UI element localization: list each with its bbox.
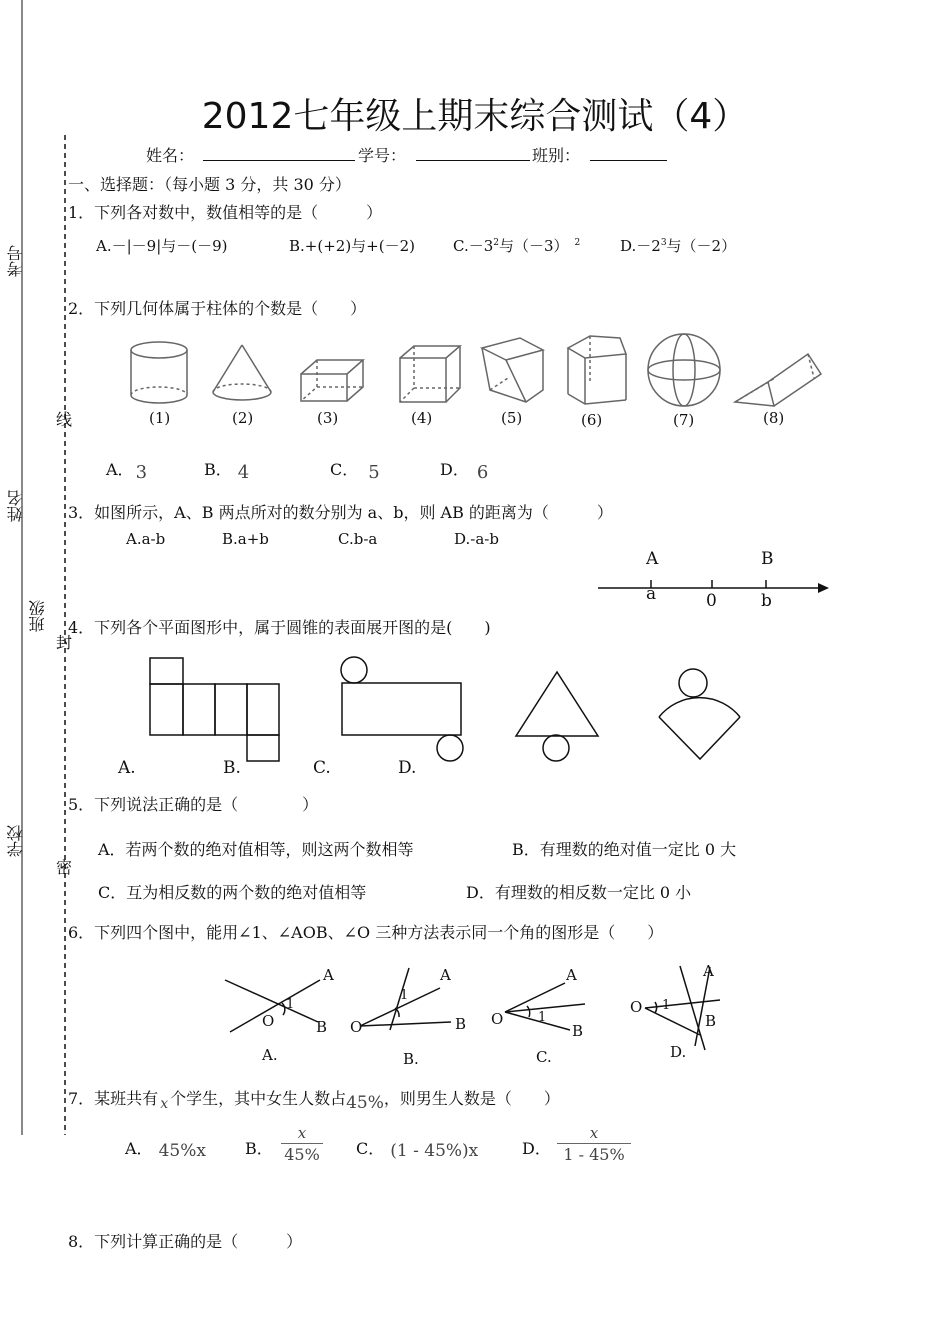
pentagonal-prism-shape [568,336,626,404]
class-label: 班别： [532,146,581,165]
q6-d-point-b: B [705,1012,717,1030]
q3-value-a: a [646,584,657,604]
q7-option-b-fraction: x 45% [281,1124,323,1164]
q6-c-angle-1: 1 [538,1010,547,1025]
seal-char-seal: 封 [56,633,73,652]
class-field-line [590,160,667,161]
q2-figure-label-4: (4) [411,409,433,427]
q3-point-b-upper: B [761,549,774,569]
student-no-field-line [416,160,530,161]
q6-a-point-b: B [316,1018,328,1036]
margin-name-label: 姓名 [6,490,25,522]
q6-a-point-o: O [262,1012,275,1030]
q4-option-a: A. [118,758,136,778]
q4-nets-figure [0,650,950,770]
q2-option-c: C． 5 [330,460,380,483]
q2-option-b: B． 4 [204,460,250,483]
q2-figure-label-7: (7) [673,411,695,429]
tilted-prism-shape [482,338,543,402]
cylinder-shape [131,342,187,403]
q6-d-point-o: O [630,998,643,1016]
q3-option-d: D.-a-b [454,530,499,548]
cone-shape [213,345,271,400]
q3-option-a: A.a-b [126,530,166,548]
q5-option-d: D．有理数的相反数一定比 0 小 [466,883,692,902]
margin-exam-no-label: 考号 [6,245,25,277]
q1-option-b: B.+(+2)与+(－2) [289,237,415,255]
q2-figure-label-8: (8) [763,409,785,427]
triangular-prism-shape [735,354,821,406]
q6-c-point-a: A [566,966,577,984]
q3-value-zero: 0 [706,591,717,611]
margin-class-label: 班级 [28,600,47,632]
q3-option-c: C.b-a [338,530,378,548]
q3-option-b: B.a+b [222,530,269,548]
q6-a-angle-1: 1 [286,997,295,1012]
q6-b-point-o: O [350,1018,363,1036]
q2-figure-label-3: (3) [317,409,339,427]
q3-stem: 3．如图所示，A、B 两点所对的数分别为 a、b，则 AB 的距离为（ ） [68,503,613,522]
q2-figure-label-2: (2) [232,409,254,427]
q6-b-angle-1: 1 [400,988,409,1003]
section1-heading: 一、选择题：（每小题 3 分，共 30 分） [68,175,351,194]
page-title: 2012七年级上期末综合测试（4） [201,96,749,137]
student-no-label: 学号： [358,146,407,165]
cube-shape [400,346,460,402]
q2-option-a: A． 3 [106,460,148,483]
q6-c-point-b: B [572,1022,584,1040]
q6-figure-letter-c: C. [536,1048,552,1066]
triangle-net-shape [516,672,598,761]
q1-option-a: A.－|－9|与－(－9) [96,237,228,255]
q2-figure-label-6: (6) [581,411,603,429]
q2-option-d: D． 6 [440,460,489,483]
q2-figure-label-1: (1) [149,409,171,427]
q7-option-b-letter: B． [245,1139,273,1158]
q6-a-point-a: A [323,966,334,984]
q4-option-b: B. [223,758,241,778]
q8-stem: 8．下列计算正确的是（ ） [68,1232,303,1251]
q6-c-point-o: O [491,1010,504,1028]
q6-d-point-a: A [703,962,714,980]
name-label: 姓名： [146,146,195,165]
q1-option-c: $C.-3^2$与（－3） $^2$ [453,237,581,255]
q7-option-d-fraction: x 1 - 45% [557,1124,631,1164]
q6-b-point-a: A [440,966,451,984]
q6-b-point-b: B [455,1015,467,1033]
q7-option-c: C． (1 - 45%)x [356,1139,479,1161]
q3-point-a-upper: A [646,549,659,569]
cube-net-shape [150,658,279,761]
q6-d-angle-1: 1 [662,998,671,1013]
cylinder-net-shape [341,657,463,761]
q4-stem: 4．下列各个平面图形中，属于圆锥的表面展开图的是( ) [68,618,491,637]
q1-stem: 1．下列各对数中，数值相等的是（ ） [68,203,383,222]
seal-char-line: 线 [56,410,73,429]
q3-value-b: b [761,591,772,611]
q6-angle-figures [0,960,950,1070]
q6-figure-letter-d: D. [670,1043,687,1061]
q2-figure-label-5: (5) [501,409,523,427]
q6-figure-letter-a: A. [262,1046,278,1064]
cone-net-shape [659,669,740,759]
q5-stem: 5．下列说法正确的是（ ） [68,795,319,814]
q6-figure-letter-b: B. [403,1050,419,1068]
cuboid-shape [301,360,363,401]
q6-stem: 6．下列四个图中，能用∠1、∠AOB、∠O 三种方法表示同一个角的图形是（ ） [68,923,664,942]
q7-option-d-letter: D． [522,1139,551,1158]
q4-option-c: C. [313,758,331,778]
q7-stem: 7．某班共有 x 个学生，其中女生人数占45%，则男生人数是（ ） [68,1089,560,1113]
q5-option-b: B．有理数的绝对值一定比 0 大 [512,840,737,859]
q1-option-d: $D.-2^3$与（－2） [620,237,737,255]
q7-option-a: A． 45%x [125,1139,206,1161]
sphere-shape [648,334,720,406]
seal-char-secret: 密 [56,858,73,877]
name-field-line [203,160,355,161]
q5-option-a: A．若两个数的绝对值相等，则这两个数相等 [98,840,414,859]
q5-option-c: C．互为相反数的两个数的绝对值相等 [98,883,367,902]
margin-school-label: 学校 [6,825,25,857]
q4-option-d: D. [398,758,417,778]
q2-solids-figure [0,330,950,430]
q2-stem: 2．下列几何体属于柱体的个数是（ ） [68,299,367,318]
